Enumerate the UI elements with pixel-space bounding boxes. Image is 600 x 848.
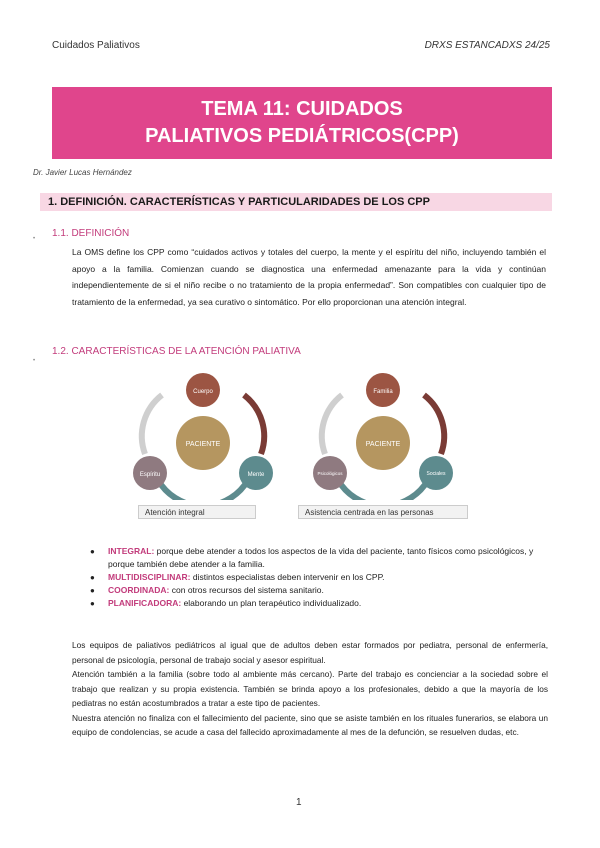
subsection-1-2-heading: 1.2. CARACTERÍSTICAS DE LA ATENCIÓN PALIATIVA <box>52 346 301 357</box>
bullet-dot: ● <box>90 599 95 608</box>
paragraph-team: Los equipos de paliativos pediátricos al igual que de adultos deben estar formados por pediatra, personal de enfermería, personal de psicología, personal de trabajo social y asesor espiritual. <box>72 640 548 665</box>
subsection-1-1-heading: 1.1. DEFINICIÓN <box>52 228 130 239</box>
definition-paragraph: La OMS define los CPP como “cuidados activos y totales del cuerpo, la mente y el espíritu del niño, incluyendo también el apoyo a la familia. Comienzan cuando se diagnostica una enfermedad amenazante para la vida y continúan independientemente de si el niño recibe o no tratamiento de la propia enfermedad”. Son compatibles con cualquier tipo de tratamiento de la enfermedad, ya sea curativo o sintomático. Por ello proporcionan una atención integral. <box>72 247 546 307</box>
diagram-asistencia-centrada <box>308 368 458 500</box>
running-header-left: Cuidados Paliativos <box>52 40 140 51</box>
node-right-label: Sociales <box>426 471 446 477</box>
diagram-1-caption: Atención integral <box>138 505 256 519</box>
cycle-arc-bottom <box>158 480 248 500</box>
diagram-atencion-integral <box>128 368 278 500</box>
list-item <box>90 597 560 610</box>
cycle-arc-right <box>244 395 264 454</box>
bullet-dot: ● <box>90 547 95 556</box>
list-item <box>90 584 560 597</box>
bullet-dot: ● <box>90 573 95 582</box>
cycle-arc-right <box>424 395 444 454</box>
node-top-label: Cuerpo <box>193 389 213 395</box>
body-paragraphs <box>72 638 548 740</box>
title-banner <box>52 87 552 159</box>
bullet-dot: ● <box>90 586 95 595</box>
paragraph-bereavement: Nuestra atención no finaliza con el fallecimiento del paciente, sino que se asiste también en los rituales funerarios, se elabora un equipo de condolencias, se acude a casa del fallecido aproximadamente al mes de la defunción, se resuelven dudas, etc. <box>72 712 548 737</box>
margin-dot: • <box>33 236 36 242</box>
bullet-keyword: INTEGRAL: <box>108 546 155 556</box>
cycle-arc-left <box>142 395 162 454</box>
cycle-arc-bottom <box>338 480 428 500</box>
page-number: 1 <box>296 797 302 808</box>
center-label: PACIENTE <box>185 441 221 448</box>
bullet-text: porque debe atender a todos los aspectos de la vida del paciente, tanto físicos como psicológicos, y porque también debe atender a la familia. <box>108 546 534 569</box>
node-left-label: Psicológicos <box>317 471 343 476</box>
title-line-2: PALIATIVOS PEDIÁTRICOS(CPP) <box>145 125 459 147</box>
center-label: PACIENTE <box>365 441 401 448</box>
bullet-keyword: PLANIFICADORA: <box>108 598 182 608</box>
node-left-label: Espíritu <box>139 472 161 478</box>
bullet-text: distintos especialistas deben intervenir en los CPP. <box>190 572 385 582</box>
margin-dot: • <box>33 358 36 364</box>
bullet-text: con otros recursos del sistema sanitario. <box>169 585 324 595</box>
author-name: Dr. Javier Lucas Hernández <box>33 168 132 177</box>
characteristics-list <box>90 545 560 610</box>
section-1-heading: 1. DEFINICIÓN. CARACTERÍSTICAS Y PARTICULARIDADES DE LOS CPP <box>40 193 552 211</box>
bullet-keyword: COORDINADA: <box>108 585 170 595</box>
bullet-keyword: MULTIDISCIPLINAR: <box>108 572 191 582</box>
list-item <box>90 545 560 571</box>
title-line-1: TEMA 11: CUIDADOS <box>201 98 403 120</box>
bullet-text: elaborando un plan terapéutico individualizado. <box>181 598 362 608</box>
list-item <box>90 571 560 584</box>
cycle-arc-left <box>322 395 342 454</box>
node-top-label: Familia <box>373 389 393 395</box>
running-header-right: DRXS ESTANCADXS 24/25 <box>424 40 550 51</box>
paragraph-family: Atención también a la familia (sobre todo al ambiente más cercano). Parte del trabajo es concienciar a la sociedad sobre el trabajo que realizan y su propia existencia. También se brinda apoyo a los profesionales, debido a que la mayoría de los pediatras no están acostumbrados a tratar a este tipo de pacientes. <box>72 669 548 708</box>
node-right-label: Mente <box>247 472 265 478</box>
diagram-2-caption: Asistencia centrada en las personas <box>298 505 468 519</box>
